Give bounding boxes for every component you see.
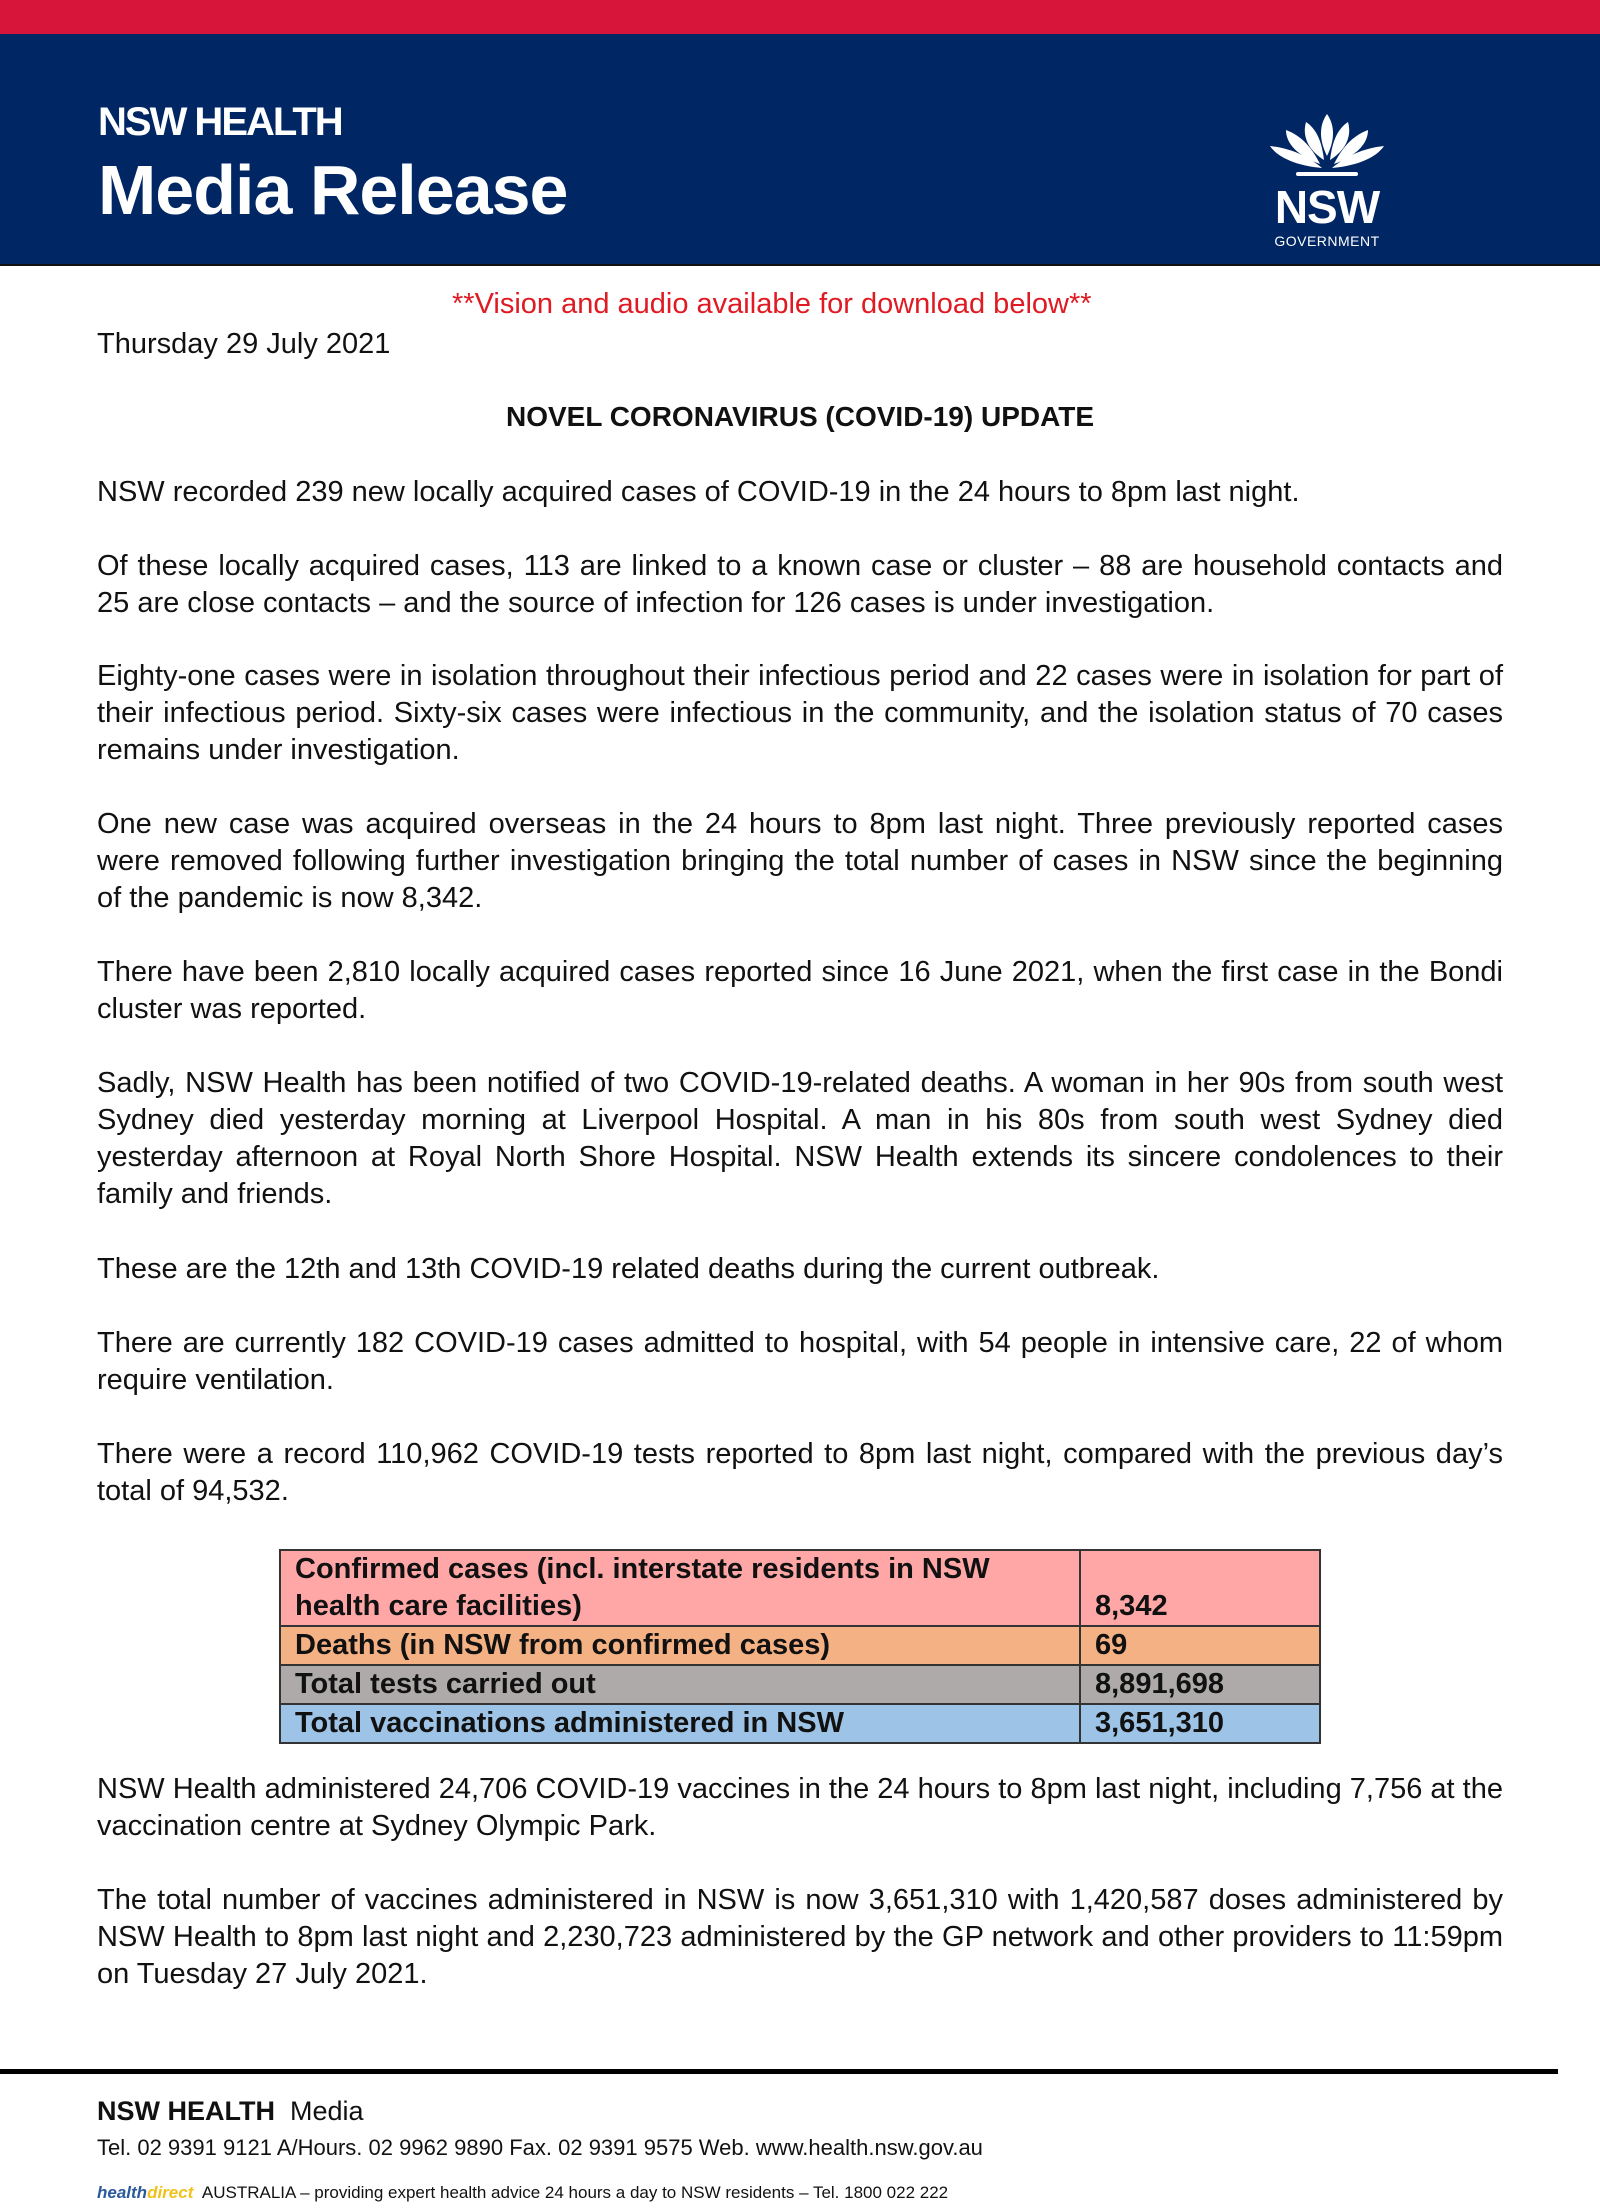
release-date: Thursday 29 July 2021 [97,328,391,360]
healthdirect-logo-direct: direct [147,2183,194,2202]
page-title: Media Release [98,151,568,229]
stat-value: 3,651,310 [1080,1704,1320,1743]
stat-label: Total vaccinations administered in NSW [280,1704,1080,1743]
footer-dept: Media [290,2096,364,2126]
stat-label: Confirmed cases (incl. interstate residents in NSW health care facilities) [280,1550,1080,1626]
paragraph: Sadly, NSW Health has been notified of two COVID-19-related deaths. A woman in her 90s from south west Sydney died yesterday morning at Liverpool Hospital. A man in his 80s from south west Sydney died yesterday afternoon at Royal North Shore Hospital. NSW Health extends its sincere condolences to their family and friends. [97,1067,1503,1210]
paragraph: One new case was acquired overseas in the 24 hours to 8pm last night. Three previously reported cases were removed following further investigation bringing the total number of cases in NSW since the beginning of the pandemic is now 8,342. [97,808,1503,914]
paragraph: There have been 2,810 locally acquired cases reported since 16 June 2021, when the first case in the Bondi cluster was reported. [97,956,1503,1025]
vision-audio-notice: **Vision and audio available for download below** [452,288,1092,320]
stat-label: Deaths (in NSW from confirmed cases) [280,1626,1080,1665]
paragraph: Eighty-one cases were in isolation throughout their infectious period and 22 cases were in isolation for part of their infectious period. Sixty-six cases were infectious in the community, and the isolation status of 70 cases remains under investigation. [97,660,1503,766]
table-row [280,1550,1320,1626]
footer-title [97,2096,364,2127]
stats-table [279,1549,1321,1744]
footer-divider [0,2069,1558,2074]
table-row [280,1665,1320,1704]
healthdirect-logo-health: health [97,2183,148,2202]
stat-value: 8,891,698 [1080,1665,1320,1704]
stat-value: 8,342 [1080,1550,1320,1626]
release-heading: NOVEL CORONAVIRUS (COVID-19) UPDATE [505,401,1095,432]
waratah-icon [1262,112,1392,184]
paragraph: The total number of vaccines administered in NSW is now 3,651,310 with 1,420,587 doses administered by NSW Health to 8pm last night and 2,230,723 administered by the GP network and other providers to 11:59pm on Tuesday 27 July 2021. [97,1884,1503,1990]
paragraph: NSW Health administered 24,706 COVID-19 vaccines in the 24 hours to 8pm last night, including 7,756 at the vaccination centre at Sydney Olympic Park. [97,1773,1503,1842]
top-red-bar [0,0,1600,34]
footer-contact: Tel. 02 9391 9121 A/Hours. 02 9962 9890 Fax. 02 9391 9575 Web. www.health.nsw.gov.au [97,2135,983,2160]
paragraph: NSW recorded 239 new locally acquired cases of COVID-19 in the 24 hours to 8pm last night. [97,476,1300,508]
logo-nsw-text: NSW [1274,181,1380,233]
stat-label: Total tests carried out [280,1665,1080,1704]
table-row [280,1704,1320,1743]
paragraph: There were a record 110,962 COVID-19 tests reported to 8pm last night, compared with the previous day’s total of 94,532. [97,1438,1503,1507]
header-banner [0,34,1600,266]
logo-government-text: GOVERNMENT [1274,233,1380,249]
nsw-government-logo [1262,112,1392,252]
paragraph: There are currently 182 COVID-19 cases admitted to hospital, with 54 people in intensive care, 22 of whom require ventilation. [97,1327,1503,1396]
healthdirect-line [97,2183,948,2203]
footer-org: NSW HEALTH [97,2096,275,2126]
stat-value: 69 [1080,1626,1320,1665]
paragraph: Of these locally acquired cases, 113 are linked to a known case or cluster – 88 are household contacts and 25 are close contacts – and the source of infection for 126 cases is under investigation. [97,550,1503,619]
table-row [280,1626,1320,1665]
paragraph: These are the 12th and 13th COVID-19 related deaths during the current outbreak. [97,1253,1160,1285]
healthdirect-text: AUSTRALIA – providing expert health advice 24 hours a day to NSW residents – Tel. 1800 022 222 [201,2183,949,2202]
header-org: NSW HEALTH [98,100,342,144]
